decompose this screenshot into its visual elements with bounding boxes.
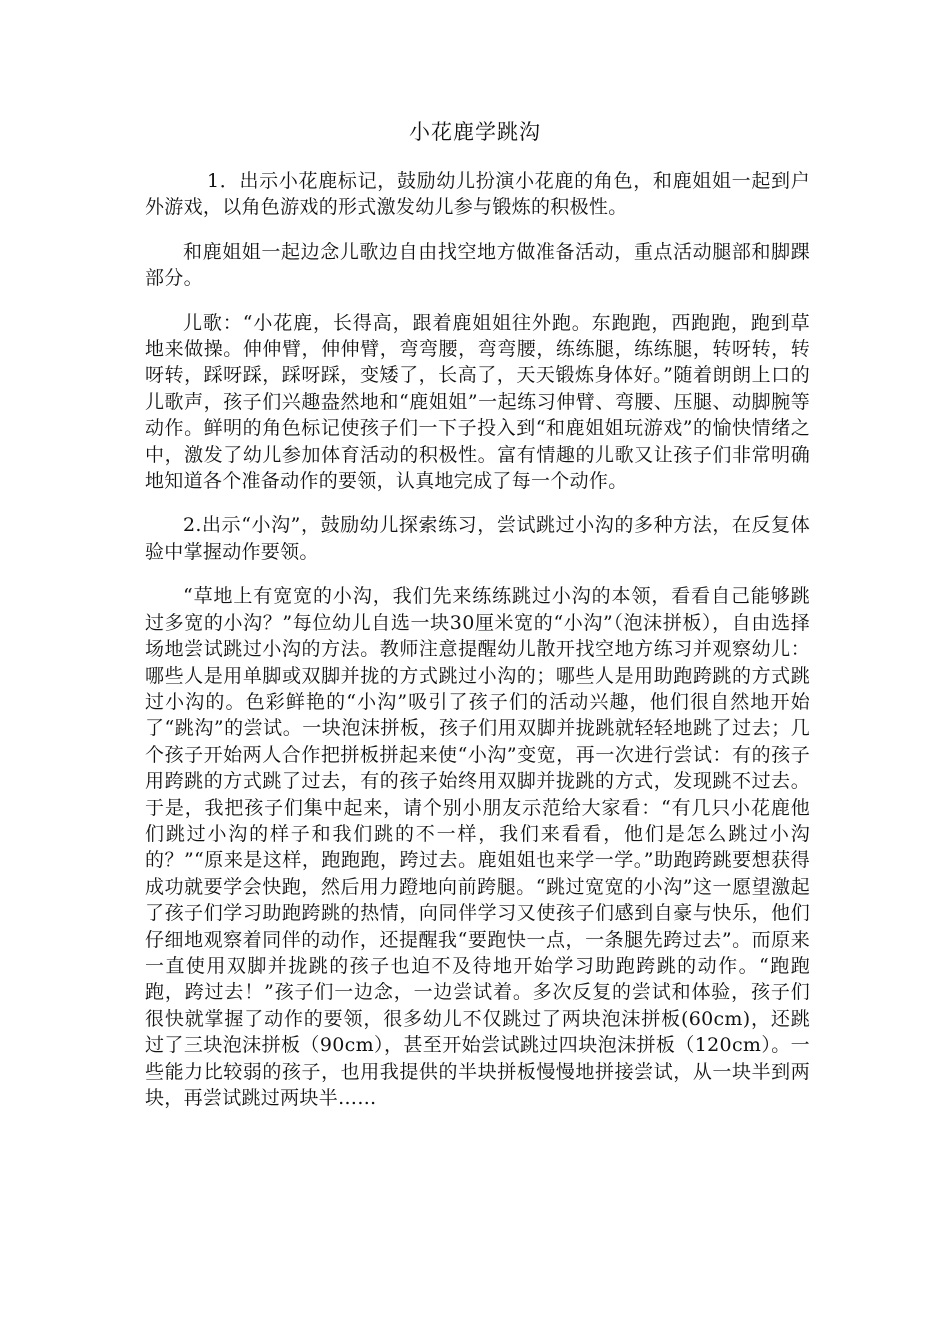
document-body xyxy=(145,168,810,1129)
paragraph-warmup: 和鹿姐姐一起边念儿歌边自由找空地方做准备活动，重点活动腿部和脚踝部分。 xyxy=(145,240,810,290)
paragraph-step-1: 1．出示小花鹿标记，鼓励幼儿扮演小花鹿的角色，和鹿姐姐一起到户外游戏，以角色游戏的形式激发幼儿参与锻炼的积极性。 xyxy=(145,170,810,219)
paragraph-practice-detail: “草地上有宽宽的小沟，我们先来练练跳过小沟的本领，看看自己能够跳过多宽的小沟？”每位幼儿自选一块30厘米宽的“小沟”（泡沫拼板），自由选择场地尝试跳过小沟的方法。教师注意提醒幼儿散开找空地方练习并观察幼儿：哪些人是用单脚或双脚并拢的方式跳过小沟的；哪些人是用助跑跨跳的方式跳过小沟的。色彩鲜艳的“小沟”吸引了孩子们的活动兴趣，他们很自然地开始了“跳沟”的尝试。一块泡沫拼板，孩子们用双脚并拢跳就轻轻地跳了过去；几个孩子开始两人合作把拼板拼起来使“小沟”变宽，再一次进行尝试：有的孩子用跨跳的方式跳了过去，有的孩子始终用双脚并拢跳的方式，发现跳不过去。于是，我把孩子们集中起来，请个别小朋友示范给大家看：“有几只小花鹿他们跳过小沟的样子和我们跳的不一样，我们来看看，他们是怎么跳过小沟的？”“原来是这样，跑跑跑，跨过去。鹿姐姐也来学一学。”助跑跨跳要想获得成功就要学会快跑，然后用力蹬地向前跨腿。“跳过宽宽的小沟”这一愿望激起了孩子们学习助跑跨跳的热情，向同伴学习又使孩子们感到自豪与快乐，他们仔细地观察着同伴的动作，还提醒我“要跑快一点，一条腿先跨过去”。而原来一直使用双脚并拢跳的孩子也迫不及待地开始学习助跑跨跳的动作。“跑跑跑，跨过去！”孩子们一边念，一边尝试着。多次反复的尝试和体验，孩子们很快就掌握了动作的要领，很多幼儿不仅跳过了两块泡沫拼板(60cm)，还跳过了三块泡沫拼板（90cm），甚至开始尝试跳过四块泡沫拼板（120cm）。一些能力比较弱的孩子，也用我提供的半块拼板慢慢地拼接尝试，从一块半到两块，再尝试跳过两块半…… xyxy=(145,585,810,1109)
paragraph-step-2: 2.出示“小沟”，鼓励幼儿探索练习，尝试跳过小沟的多种方法，在反复体验中掌握动作要领。 xyxy=(145,514,810,563)
document-title: 小花鹿学跳沟 xyxy=(409,120,541,144)
paragraph-nursery-rhyme: 儿歌：“小花鹿，长得高，跟着鹿姐姐往外跑。东跑跑，西跑跑，跑到草地来做操。伸伸臂，伸伸臂，弯弯腰，弯弯腰，练练腿，练练腿，转呀转，转呀转，踩呀踩，踩呀踩，变矮了，长高了，天天锻炼身体好。”随着朗朗上口的儿歌声，孩子们兴趣盎然地和“鹿姐姐”一起练习伸臂、弯腰、压腿、动脚腕等动作。鲜明的角色标记使孩子们一下子投入到“和鹿姐姐玩游戏”的愉快情绪之中，激发了幼儿参加体育活动的积极性。富有情趣的儿歌又让孩子们非常明确地知道各个准备动作的要领，认真地完成了每一个动作。 xyxy=(145,311,810,493)
